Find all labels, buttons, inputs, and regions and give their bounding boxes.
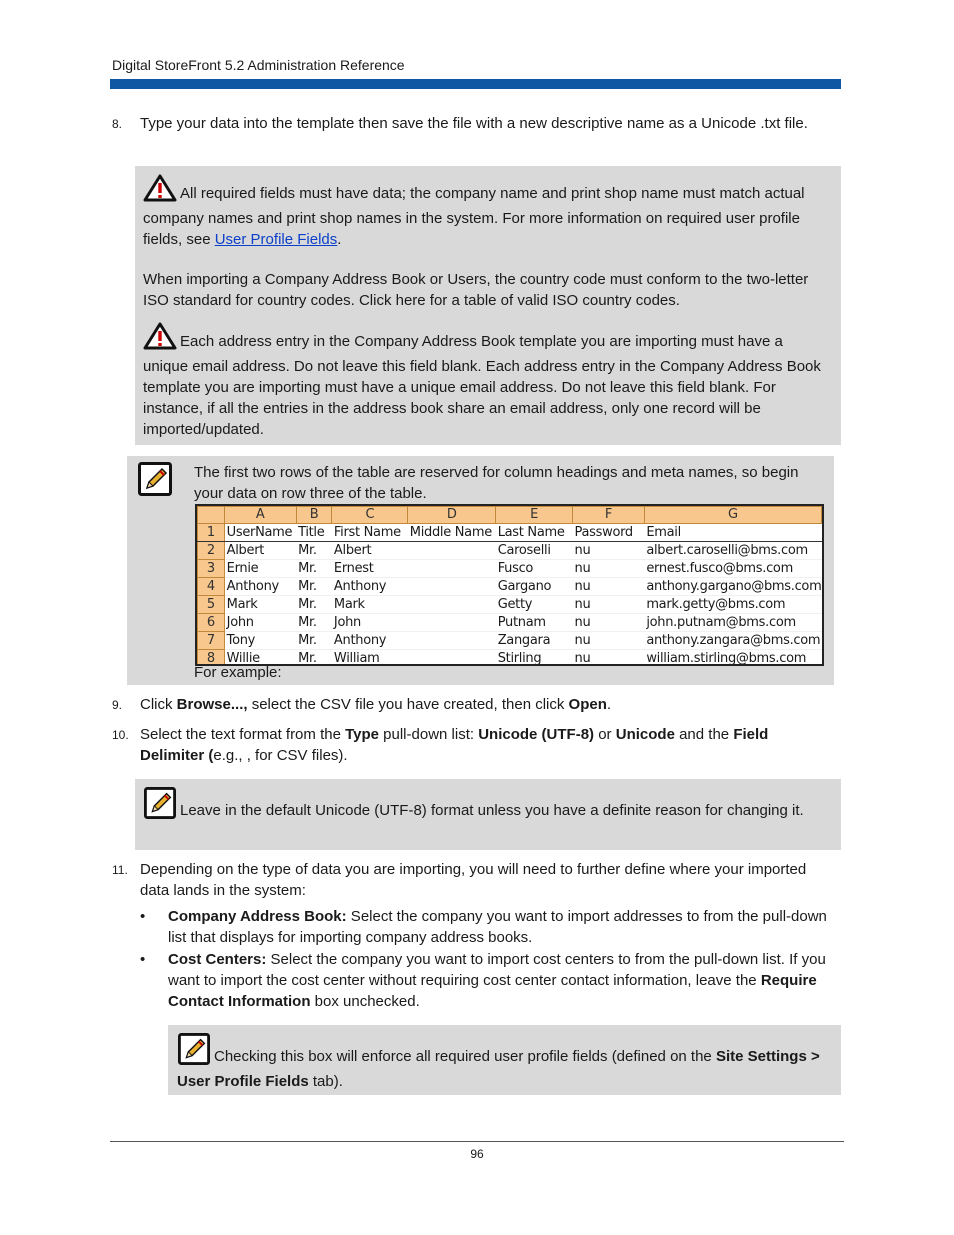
bullet-company-address-book <box>140 906 840 948</box>
footer-rule <box>110 1141 844 1142</box>
text-run: Select the company you want to import cost centers to from the pull-down list. If you want to import the cost center without requiring cost center contact information, leave the <box>168 951 826 989</box>
table-cell: mark.getty@bms.com <box>644 596 821 614</box>
table-cell: Stirling <box>496 650 573 667</box>
table-cell: Email <box>644 524 821 542</box>
step-text: Depending on the type of data you are importing, you will need to further define where your imported data lands in the system: <box>140 861 807 899</box>
unicode-label: Unicode <box>615 726 675 743</box>
unicode-utf8-label: Unicode (UTF-8) <box>478 726 595 743</box>
note-unicode-paragraph <box>143 787 825 825</box>
bullet-text <box>168 949 838 1012</box>
bullet-marker: • <box>140 908 146 925</box>
spreadsheet-body <box>198 524 822 667</box>
row-number: 8 <box>198 650 225 667</box>
table-cell: Zangara <box>496 632 573 650</box>
table-cell: Mr. <box>296 632 332 650</box>
table-cell <box>408 596 496 614</box>
step-text: Type your data into the template then save the file with a new descriptive name as a Unicode .txt file. <box>140 115 808 132</box>
example-label: For example: <box>194 664 282 681</box>
table-cell <box>408 632 496 650</box>
table-cell: Fusco <box>496 560 573 578</box>
company-address-book-label: Company Address Book: <box>168 908 347 925</box>
cost-centers-label: Cost Centers: <box>168 951 267 968</box>
table-cell: william.stirling@bms.com <box>644 650 821 667</box>
step-number: 10. <box>112 728 129 742</box>
table-cell: Putnam <box>496 614 573 632</box>
table-cell: Password <box>573 524 645 542</box>
note-box-unicode <box>135 779 841 850</box>
table-cell: nu <box>573 614 645 632</box>
column-letter: G <box>644 507 821 524</box>
table-cell: Gargano <box>496 578 573 596</box>
table-cell: ernest.fusco@bms.com <box>644 560 821 578</box>
pencil-note-icon <box>138 462 172 502</box>
header-rule <box>110 79 841 89</box>
table-cell: Getty <box>496 596 573 614</box>
bullet-marker: • <box>140 951 146 968</box>
row-number: 6 <box>198 614 225 632</box>
note-unicode-text: Leave in the default Unicode (UTF-8) format unless you have a definite reason for changing it. <box>180 802 804 819</box>
table-cell: John <box>224 614 296 632</box>
column-letter: A <box>224 507 296 524</box>
pencil-note-icon <box>177 1033 211 1071</box>
text-run: Checking this box will enforce all required user profile fields (defined on the <box>214 1048 716 1065</box>
bullet-text <box>168 906 838 948</box>
step-8 <box>112 113 824 155</box>
column-letter-row <box>198 507 822 524</box>
table-cell <box>408 560 496 578</box>
table-cell: Willie <box>224 650 296 667</box>
table-row <box>198 560 822 578</box>
row-number: 4 <box>198 578 225 596</box>
table-cell: Albert <box>224 542 296 560</box>
table-cell: nu <box>573 596 645 614</box>
warning-icon <box>143 322 177 356</box>
corner-cell <box>198 507 225 524</box>
note-text: The first two rows of the table are reserved for column headings and meta names, so begin your data on row three of the table. <box>194 464 799 502</box>
table-cell <box>408 650 496 667</box>
column-letter: B <box>296 507 332 524</box>
site-settings-path: Site Settings > User Profile Fields <box>177 1048 820 1090</box>
table-cell: anthony.zangara@bms.com <box>646 632 821 648</box>
table-cell: Mr. <box>296 542 332 560</box>
spreadsheet-image <box>195 504 824 666</box>
text-run: select the CSV file you have created, then click <box>247 696 569 713</box>
text-run: Select the company you want to import addresses to from the pull-down list that displays for importing company address books. <box>168 908 827 946</box>
step-number: 11. <box>112 863 128 877</box>
table-cell: Mark <box>224 596 296 614</box>
row-number: 5 <box>198 596 225 614</box>
warning-text-1: All required fields must have data; the company name and print shop name must match actual company names and print shop names in the system. For more information on required user profile fields, see <box>143 185 805 248</box>
warning-icon <box>143 174 177 208</box>
document-header-title: Digital StoreFront 5.2 Administration Reference <box>112 57 405 73</box>
table-cell: Mr. <box>296 650 332 667</box>
table-row <box>198 578 822 596</box>
step-text <box>140 694 824 715</box>
text-run: Click <box>140 696 177 713</box>
table-cell: John <box>332 614 408 632</box>
text-run: e.g., , for CSV files). <box>213 747 348 764</box>
field-delimiter-label: Field Delimiter ( <box>140 726 769 764</box>
table-cell: Last Name <box>496 524 573 542</box>
table-cell: Mr. <box>296 560 332 578</box>
text-run: or <box>594 726 616 743</box>
type-label: Type <box>345 726 379 743</box>
column-letter: D <box>408 507 496 524</box>
table-cell: nu <box>573 542 645 560</box>
note-contact-paragraph <box>177 1033 832 1092</box>
table-cell: nu <box>573 560 645 578</box>
note-box-contact <box>168 1025 841 1095</box>
table-cell: UserName <box>224 524 296 542</box>
row-number: 7 <box>198 632 225 650</box>
table-cell: Anthony <box>332 578 408 596</box>
table-row <box>198 596 822 614</box>
table-row <box>198 650 822 667</box>
table-cell: Title <box>296 524 332 542</box>
table-cell: john.putnam@bms.com <box>644 614 821 632</box>
page-number: 96 <box>470 1147 484 1161</box>
require-contact-information-label: Require Contact Information <box>168 972 817 1010</box>
note-box <box>127 456 834 685</box>
table-cell: anthony.gargano@bms.com <box>646 578 822 594</box>
table-cell <box>408 614 496 632</box>
step-text <box>140 724 824 766</box>
text-run: tab). <box>308 1073 343 1090</box>
browse-label: Browse..., <box>176 696 248 713</box>
table-cell: Mark <box>332 596 408 614</box>
table-cell: Mr. <box>296 578 332 596</box>
text-run: box unchecked. <box>310 993 420 1010</box>
text-run: pull-down list: <box>379 726 479 743</box>
table-cell: Mr. <box>296 596 332 614</box>
table-row <box>198 614 822 632</box>
table-row <box>198 542 822 560</box>
text-run: . <box>606 696 612 713</box>
text-run: and the <box>674 726 734 743</box>
warning-paragraph-3 <box>143 322 825 440</box>
spreadsheet-table <box>197 506 822 666</box>
table-cell: William <box>332 650 408 667</box>
table-cell: albert.caroselli@bms.com <box>644 542 821 560</box>
table-row <box>198 524 822 542</box>
warning-text-1-end: . <box>337 231 342 248</box>
column-letter: E <box>496 507 573 524</box>
column-letter: C <box>332 507 408 524</box>
bullet-cost-centers <box>140 949 840 1012</box>
table-cell: Anthony <box>224 578 296 596</box>
warning-box <box>135 166 841 445</box>
text-run: Select the text format from the <box>140 726 346 743</box>
step-10 <box>112 724 824 766</box>
table-cell: First Name <box>332 524 408 542</box>
table-cell: Anthony <box>332 632 408 650</box>
column-letter: F <box>573 507 645 524</box>
table-row <box>198 632 822 650</box>
table-cell: nu <box>573 650 645 667</box>
pencil-note-icon <box>143 787 177 825</box>
warning-paragraph-2: When importing a Company Address Book or Users, the country code must conform to the two-letter ISO standard for country codes. Click here for a table of valid ISO country codes. <box>143 271 809 309</box>
warning-paragraph-1 <box>143 174 825 250</box>
table-cell: nu <box>573 632 645 650</box>
table-cell: Ernest <box>332 560 408 578</box>
step-number: 8. <box>112 117 123 131</box>
row-number: 1 <box>198 524 225 542</box>
step-9 <box>112 694 824 716</box>
row-number: 3 <box>198 560 225 578</box>
table-cell: Middle Name <box>408 524 496 542</box>
user-profile-fields-link[interactable]: User Profile Fields <box>214 231 338 248</box>
table-cell <box>408 578 496 596</box>
table-cell: Mr. <box>296 614 332 632</box>
table-cell: Ernie <box>224 560 296 578</box>
open-label: Open <box>568 696 607 713</box>
table-cell <box>408 542 496 560</box>
warning-text-3: Each address entry in the Company Address Book template you are importing must have a unique email address. Do not leave this field blank. Each address entry in the Company Address Book template you are importing must have a unique email address. Do not leave this field blank. For instance, if all the entries in the address book share an email address, only one record will be imported/updated. <box>143 333 821 438</box>
table-cell: Tony <box>224 632 296 650</box>
table-cell: Albert <box>332 542 408 560</box>
step-number: 9. <box>112 698 123 712</box>
table-cell: Caroselli <box>496 542 573 560</box>
table-cell: nu <box>573 578 645 596</box>
row-number: 2 <box>198 542 225 560</box>
step-11 <box>112 859 824 901</box>
